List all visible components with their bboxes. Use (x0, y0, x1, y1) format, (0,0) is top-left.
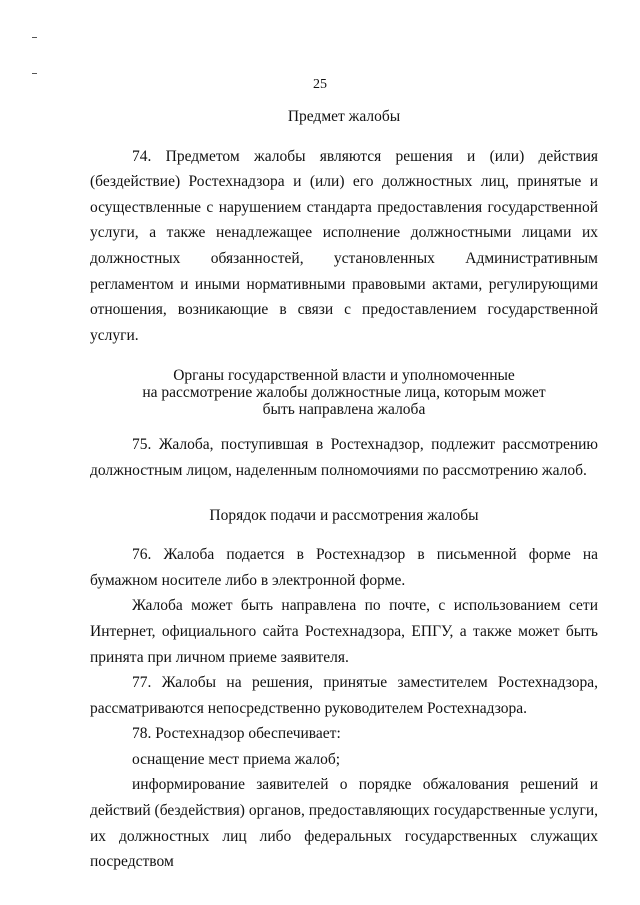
section-heading-bodies-line1: Органы государственной власти и уполномоченные (173, 367, 515, 385)
paragraph-78: 78. Ростехнадзор обеспечивает: (132, 725, 341, 743)
scan-mark (32, 73, 37, 74)
document-body (90, 104, 598, 875)
section-heading-subject: Предмет жалобы (287, 108, 401, 125)
paragraph-76-continued: Жалоба может быть направлена по почте, с использованием сети Интернет, официального сайта Ростехнадзора, ЕПГУ, а также может быть принята при личном приеме заявителя. (90, 597, 598, 666)
paragraph-74: 74. Предметом жалобы являются решения и (или) действия (бездействие) Ростехнадзора и (или) его должностных лиц, принятые и осуществленные с нарушением стандарта предоставления государственной услуги, а также ненадлежащее исполнение должностными лицами их должностных обязанностей, установленных Административным регламентом и иными нормативными правовыми актами, регулирующими отношения, возникающие в связи с предоставлением государственной услуги. (90, 147, 598, 344)
paragraph-76: 76. Жалоба подается в Ростехнадзор в письменной форме на бумажном носителе либо в электронной форме. (90, 546, 598, 589)
paragraph-77: 77. Жалобы на решения, принятые заместителем Ростехнадзора, рассматриваются непосредственно руководителем Ростехнадзора. (90, 674, 598, 717)
scan-mark (32, 37, 37, 38)
page-number: 25 (313, 77, 327, 92)
paragraph-78-item-2: информирование заявителей о порядке обжалования решений и действий (бездействия) органов, предоставляющих государственные услуги, их должностных лиц либо федеральных государственных служащих посредством (90, 776, 598, 871)
section-heading-bodies-line3: быть направлена жалоба (262, 401, 426, 419)
section-heading-procedure: Порядок подачи и рассмотрения жалобы (209, 506, 479, 524)
paragraph-78-item-1: оснащение мест приема жалоб; (132, 750, 341, 768)
section-heading-bodies-line2: на рассмотрение жалобы должностные лица, которым может (142, 384, 546, 402)
paragraph-75: 75. Жалоба, поступившая в Ростехнадзор, подлежит рассмотрению должностным лицом, наделенным полномочиями по рассмотрению жалоб. (90, 436, 598, 479)
